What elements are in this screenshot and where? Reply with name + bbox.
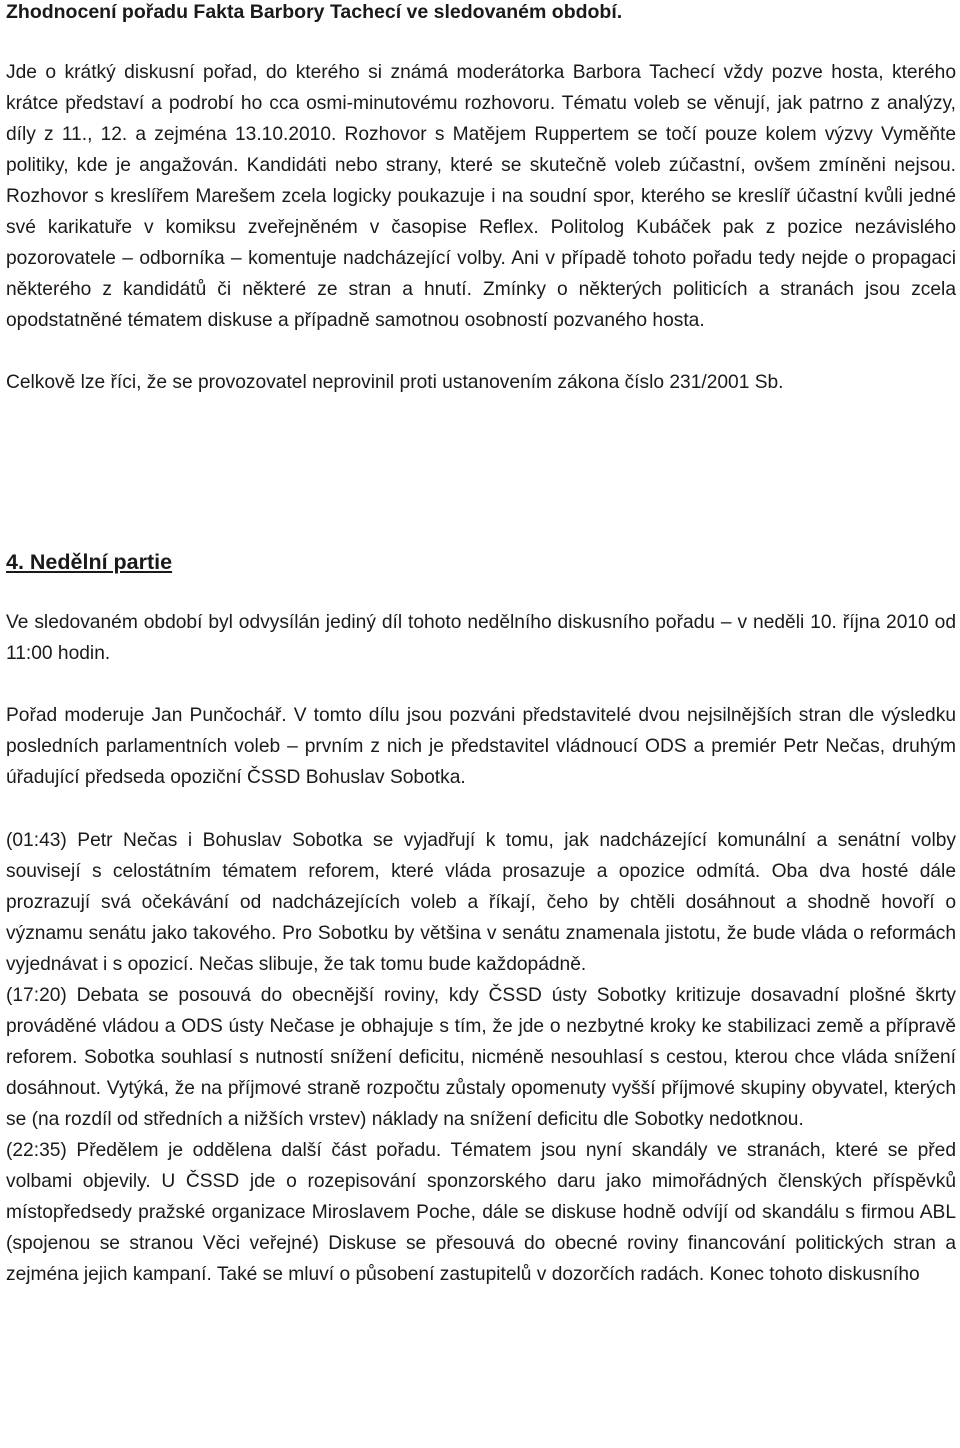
paragraph-broadcast-info: Ve sledovaném období byl odvysílán jediný díl tohoto nedělního diskusního pořadu – v neděli 10. října 2010 od 11:00 hodin. <box>6 612 956 664</box>
paragraph-fakta-conclusion: Celkově lze říci, že se provozovatel neprovinil proti ustanovením zákona číslo 231/2001 Sb. <box>6 372 784 393</box>
section-title-fakta: Zhodnocení pořadu Fakta Barbory Tachecí ve sledovaném období. <box>6 1 623 23</box>
paragraph-timestamp-1720: (17:20) Debata se posouvá do obecnější roviny, kdy ČSSD ústy Sobotky kritizuje dosavadní plošné škrty prováděné vládou a ODS ústy Nečase je obhajuje s tím, že jde o nezbytné kroky ke stabilizaci země a přípravě reforem. Sobotka souhlasí s nutností snížení deficitu, nicméně nesouhlasí s cestou, kterou chce vláda snížení dosáhnout. Vytýká, že na příjmové straně rozpočtu zůstaly opomenuty vyšší příjmové skupiny obyvatel, kterých se (na rozdíl od středních a nižších vrstev) náklady na snížení deficitu dle Sobotky nedotknou. <box>6 985 956 1130</box>
document-page <box>6 0 956 1290</box>
paragraph-timestamp-2235: (22:35) Předělem je oddělena další část pořadu. Tématem jsou nyní skandály ve stranách, které se před volbami objevily. U ČSSD jde o rozepisování sponzorského daru jako mimořádných členských příspěvků místopředsedy pražské organizace Miroslavem Poche, dále se diskuse hodně odvíjí od skandálu s firmou ABL (spojenou se stranou Věci veřejné) Diskuse se přesouvá do obecné roviny financování politických stran a zejména jejich kampaní. Také se mluví o působení zastupitelů v dozorčích radách. Konec tohoto diskusního <box>6 1140 956 1285</box>
paragraph-timestamp-0143: (01:43) Petr Nečas i Bohuslav Sobotka se vyjadřují k tomu, jak nadcházející komunální a senátní volby souvisejí s celostátním tématem reforem, které vláda prosazuje a opozice odmítá. Oba dva hosté dále prozrazují svá očekávání od nadcházejících voleb a říkají, čeho by chtěli dosáhnout a shodně hovoří o významu senátu jako takového. Pro Sobotku by většina v senátu znamenala jistotu, že bude vláda o reformách vyjednávat i s opozicí. Nečas slibuje, že tak tomu bude každopádně. <box>6 830 956 975</box>
paragraph-guests: Pořad moderuje Jan Punčochář. V tomto dílu jsou pozváni představitelé dvou nejsilnějších stran dle výsledku posledních parlamentních voleb – prvním z nich je představitel vládnoucí ODS a premiér Petr Nečas, druhým úřadující předseda opoziční ČSSD Bohuslav Sobotka. <box>6 705 956 788</box>
paragraph-fakta-summary: Jde o krátký diskusní pořad, do kterého si známá moderátorka Barbora Tachecí vždy pozve hosta, kterého krátce představí a podrobí ho cca osmi-minutovému rozhovoru. Tématu voleb se věnují, jak patrno z analýzy, díly z 11., 12. a zejména 13.10.2010. Rozhovor s Matějem Ruppertem se točí pouze kolem výzvy Vyměňte politiky, kde je angažován. Kandidáti nebo strany, které se skutečně voleb zúčastní, ovšem zmíněni nejsou. Rozhovor s kreslířem Marešem zcela logicky poukazuje i na soudní spor, kterého se kreslíř účastní kvůli jedné své karikatuře v komiksu zveřejněném v časopise Reflex. Politolog Kubáček pak z pozice nezávislého pozorovatele – odborníka – komentuje nadcházející volby. Ani v případě tohoto pořadu tedy nejde o propagaci některého z kandidátů či některé ze stran a hnutí. Zmínky o některých politicích a stranách jsou zcela opodstatněné tématem diskuse a případně samotnou osobností pozvaného hosta. <box>6 62 956 331</box>
section-heading-nedelni-partie: 4. Nedělní partie <box>6 550 173 574</box>
